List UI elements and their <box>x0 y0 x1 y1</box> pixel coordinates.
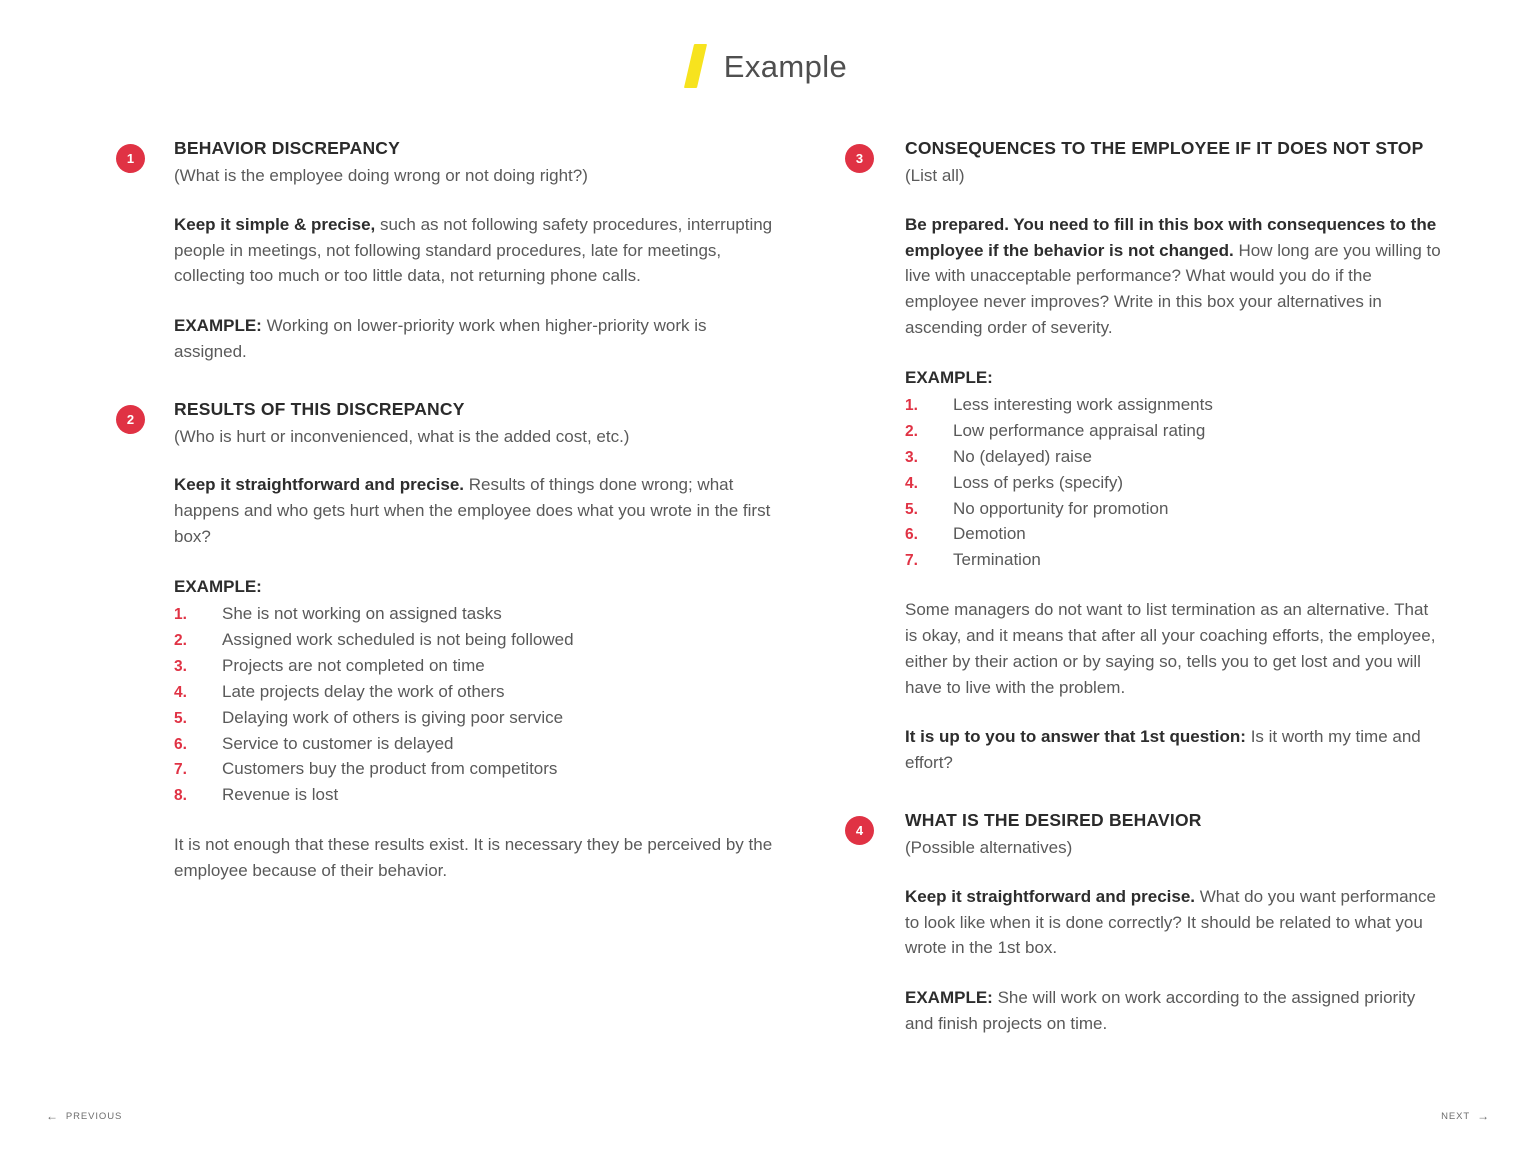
section-paragraph <box>905 884 1444 961</box>
list-item-text: Low performance appraisal rating <box>953 421 1206 441</box>
section-subtitle: (List all) <box>905 165 965 185</box>
list-item-number: 5. <box>174 709 187 727</box>
example-numbered-list <box>174 601 775 808</box>
list-item-number: 3. <box>174 658 187 676</box>
example-label: EXAMPLE: <box>905 988 993 1008</box>
section-title: BEHAVIOR DISCREPANCY <box>174 138 401 158</box>
section-results-of-discrepancy <box>106 399 775 884</box>
list-item-text: She is not working on assigned tasks <box>222 604 502 624</box>
list-item <box>905 418 1444 444</box>
next-button-label: NEXT <box>1441 1110 1471 1122</box>
section-desired-behavior <box>837 810 1444 1037</box>
example-label: EXAMPLE: <box>905 367 993 387</box>
right-column <box>775 138 1444 1037</box>
list-item <box>905 444 1444 470</box>
content-columns <box>0 138 1536 1037</box>
list-item-text: Service to customer is delayed <box>222 733 454 753</box>
list-item-text: Demotion <box>953 524 1026 544</box>
previous-button-label: PREVIOUS <box>65 1110 123 1122</box>
paragraph-lead: Keep it straightforward and precise. <box>905 886 1196 906</box>
paragraph-lead: Keep it straightforward and precise. <box>174 475 465 495</box>
example-text: She will work on work according to the assigned priority and finish projects on time. <box>905 988 1416 1034</box>
list-item-number: 7. <box>174 761 187 779</box>
list-item-number: 4. <box>174 683 187 701</box>
section-paragraph <box>174 472 775 549</box>
list-item-text: Late projects delay the work of others <box>222 681 505 701</box>
list-item <box>174 731 775 757</box>
yellow-slash-icon <box>684 44 707 88</box>
list-item-number: 2. <box>905 423 918 441</box>
list-item <box>174 601 775 627</box>
paragraph-rest: How long are you willing to live with unacceptable performance? What would you do if the employee never improves? Write in this box your alternatives in ascending order of severity. <box>905 240 1441 337</box>
section-behavior-discrepancy <box>106 138 775 365</box>
section-consequences <box>837 138 1444 776</box>
list-item <box>174 782 775 808</box>
section-subtitle: (Possible alternatives) <box>905 837 1073 857</box>
section-title: RESULTS OF THIS DISCREPANCY <box>174 398 465 419</box>
section-badge-2: 2 <box>116 405 145 434</box>
list-item-text: Termination <box>953 550 1041 570</box>
list-item-text: No (delayed) raise <box>953 446 1092 466</box>
example-text: Working on lower-priority work when higher-priority work is assigned. <box>174 316 707 361</box>
list-item-number: 1. <box>174 606 187 624</box>
paragraph-rest: such as not following safety procedures, interrupting people in meetings, not following standard procedures, late for meetings, collecting too much or too little data, not returning phone calls. <box>174 214 773 286</box>
list-item-text: Loss of perks (specify) <box>953 472 1124 492</box>
section-title: CONSEQUENCES TO THE EMPLOYEE IF IT DOES NOT STOP <box>905 138 1424 158</box>
list-item <box>174 705 775 731</box>
paragraph-lead: Be prepared. You need to fill in this box with consequences to the employee if the behavior is not changed. <box>905 214 1437 260</box>
list-item-number: 8. <box>174 787 187 805</box>
section-badge-3: 3 <box>845 144 874 173</box>
list-item <box>905 547 1444 573</box>
list-item-text: Projects are not completed on time <box>222 656 485 676</box>
example-numbered-list <box>905 392 1444 573</box>
list-item-number: 6. <box>905 526 918 544</box>
list-item <box>174 679 775 705</box>
list-item-number: 3. <box>905 448 918 466</box>
list-item-text: Less interesting work assignments <box>953 395 1213 415</box>
list-item-number: 1. <box>905 397 918 415</box>
list-item-number: 6. <box>174 735 187 753</box>
arrow-left-icon: ← <box>46 1109 59 1123</box>
example-label: EXAMPLE: <box>174 316 262 336</box>
list-item-text: Customers buy the product from competitors <box>222 759 558 779</box>
section-title: WHAT IS THE DESIRED BEHAVIOR <box>905 810 1202 831</box>
list-item <box>905 496 1444 522</box>
example-label: EXAMPLE: <box>174 576 262 596</box>
next-button[interactable] <box>1441 1110 1490 1122</box>
paragraph-rest: What do you want performance to look like when it is done correctly? It should be related to what you wrote in the 1st box. <box>905 886 1436 958</box>
list-item <box>905 392 1444 418</box>
list-item-number: 4. <box>905 474 918 492</box>
section-subtitle: (Who is hurt or inconvenienced, what is the added cost, etc.) <box>174 426 630 446</box>
section-closing-paragraph: It is not enough that these results exist. It is necessary they be perceived by the employee because of their behavior. <box>174 835 773 880</box>
section-closing-paragraph: Some managers do not want to list termination as an alternative. That is okay, and it means that after all your coaching efforts, the employee, either by their action or by saying so, tells you to get lost and you will have to live with the problem. <box>905 600 1436 697</box>
previous-button[interactable] <box>46 1110 122 1122</box>
final-paragraph-lead: It is up to you to answer that 1st question: <box>905 727 1246 747</box>
page-title: Example <box>723 48 848 84</box>
section-badge-1: 1 <box>116 144 145 173</box>
list-item <box>905 521 1444 547</box>
list-item-number: 7. <box>905 552 918 570</box>
list-item <box>174 756 775 782</box>
left-column <box>106 138 775 1037</box>
list-item-text: Delaying work of others is giving poor service <box>222 707 564 727</box>
list-item-text: Assigned work scheduled is not being followed <box>222 630 574 650</box>
page-header <box>0 44 1536 88</box>
section-paragraph <box>905 212 1444 341</box>
list-item-text: No opportunity for promotion <box>953 498 1169 518</box>
section-example <box>174 313 775 365</box>
section-badge-4: 4 <box>845 816 874 845</box>
footer-navigation <box>0 1110 1536 1122</box>
list-item-number: 5. <box>905 500 918 518</box>
list-item <box>174 653 775 679</box>
list-item <box>174 627 775 653</box>
final-paragraph-rest: Is it worth my time and effort? <box>905 727 1421 773</box>
paragraph-rest: Results of things done wrong; what happens and who gets hurt when the employee does what you wrote in the first box? <box>174 475 771 547</box>
arrow-right-icon: → <box>1477 1109 1490 1123</box>
list-item <box>905 470 1444 496</box>
list-item-text: Revenue is lost <box>222 785 339 805</box>
section-paragraph <box>174 212 775 289</box>
section-subtitle: (What is the employee doing wrong or not doing right?) <box>174 165 588 185</box>
section-final-paragraph <box>905 724 1444 776</box>
list-item-number: 2. <box>174 632 187 650</box>
section-example <box>905 985 1444 1037</box>
paragraph-lead: Keep it simple & precise, <box>174 214 376 234</box>
